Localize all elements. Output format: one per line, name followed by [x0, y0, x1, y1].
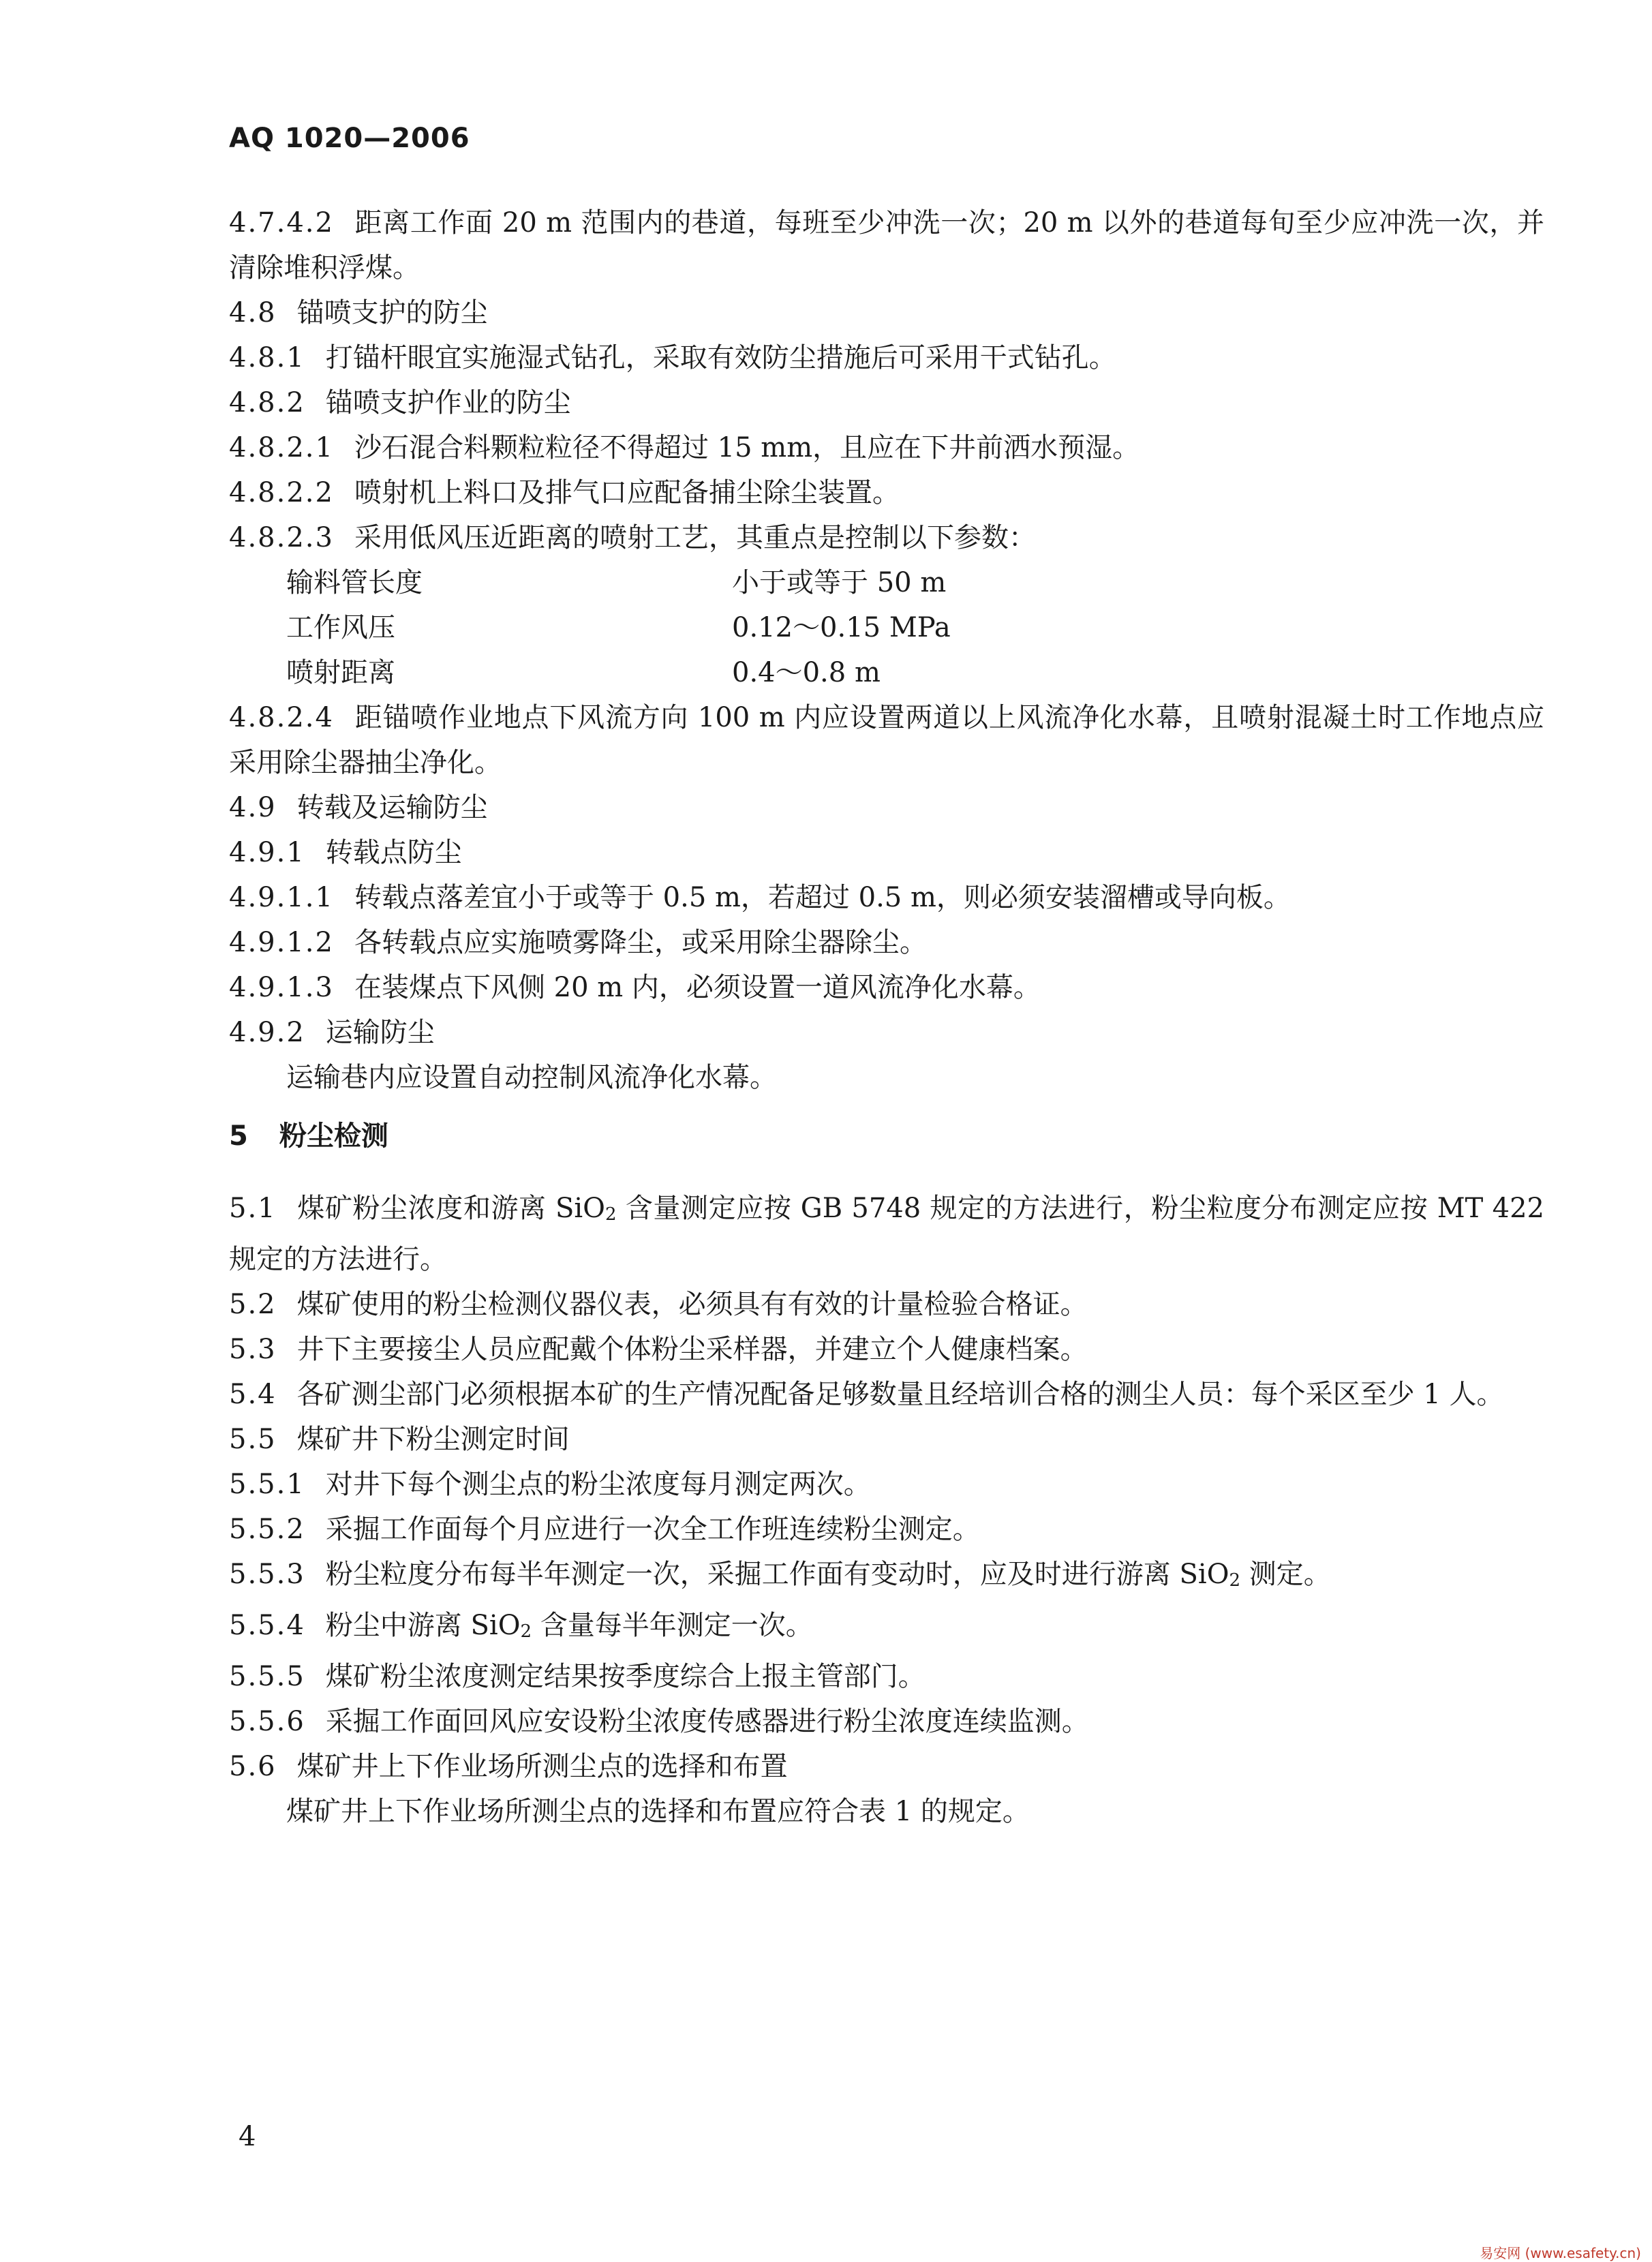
clause-number: 4.8.2.4 [229, 702, 334, 733]
clause-number: 4.7.4.2 [229, 207, 334, 239]
clause-text: 转载及运输防尘 [296, 792, 488, 823]
clause-text: 采掘工作面回风应安设粉尘浓度传感器进行粉尘浓度连续监测。 [325, 1706, 1089, 1737]
page-number: 4 [239, 2121, 256, 2152]
clause-number: 5.4 [229, 1379, 277, 1410]
clause-text: 距离工作面 20 m 范围内的巷道，每班至少冲洗一次；20 m 以外的巷道每旬至少应冲洗一次，并清除堆积浮煤。 [229, 207, 1544, 284]
clause-text: 煤矿粉尘浓度和游离 SiO [296, 1193, 605, 1224]
paragraph: 煤矿井上下作业场所测尘点的选择和布置应符合表 1 的规定。 [286, 1796, 1030, 1827]
clause-number: 4.8.2.2 [229, 477, 334, 508]
clause-text: 转载点防尘 [325, 837, 462, 868]
clause-text: 粉尘粒度分布每半年测定一次，采掘工作面有变动时，应及时进行游离 SiO [325, 1559, 1229, 1590]
clause-number: 4.8.2.3 [229, 522, 334, 553]
param-row [229, 560, 1544, 605]
clause [229, 470, 1544, 515]
clause-number: 4.8.2 [229, 387, 305, 418]
param-name: 喷射距离 [286, 657, 395, 688]
clause-number: 5.2 [229, 1289, 277, 1320]
clause-number: 5.5.2 [229, 1514, 305, 1545]
param-row [229, 650, 1544, 695]
clause-text: 锚喷支护的防尘 [296, 297, 488, 328]
clause-number: 4.9.1 [229, 837, 305, 868]
param-row [229, 605, 1544, 650]
clause [229, 830, 1544, 875]
param-name: 输料管长度 [286, 567, 423, 598]
clause [229, 1417, 1544, 1462]
clause-text: 煤矿使用的粉尘检测仪器仪表，必须具有有效的计量检验合格证。 [296, 1289, 1088, 1320]
subscript: 2 [520, 1621, 532, 1642]
clause-text: 各转载点应实施喷雾降尘，或采用除尘器除尘。 [354, 927, 927, 958]
clause-number: 4.8 [229, 297, 277, 328]
clause [229, 920, 1544, 965]
clause-number: 5.5.5 [229, 1661, 305, 1692]
clause-number: 5.5 [229, 1424, 277, 1455]
clause-number: 5.5.1 [229, 1469, 305, 1500]
paragraph: 运输巷内应设置自动控制风流净化水幕。 [286, 1062, 777, 1093]
clause [229, 1507, 1544, 1552]
clause-text: 运输防尘 [325, 1017, 435, 1048]
subscript: 2 [605, 1204, 617, 1225]
clause-number: 5.5.4 [229, 1610, 305, 1641]
clause-number: 4.8.1 [229, 342, 305, 373]
clause-text: 采掘工作面每个月应进行一次全工作班连续粉尘测定。 [325, 1514, 980, 1545]
clause-text: 粉尘中游离 SiO [325, 1610, 521, 1641]
clause-text: 喷射机上料口及排气口应配备捕尘除尘装置。 [354, 477, 900, 508]
clause-text: 各矿测尘部门必须根据本矿的生产情况配备足够数量且经培训合格的测尘人员：每个采区至少 1 人。 [296, 1379, 1504, 1410]
clause-number: 5.1 [229, 1193, 277, 1224]
clause [229, 1282, 1544, 1327]
clause-text: 煤矿井上下作业场所测尘点的选择和布置 [296, 1751, 788, 1782]
clause-text: 含量测定应按 GB 5748 规定的方法进行，粉尘粒度分布测定应按 MT 422 规定的方法进行。 [229, 1193, 1545, 1275]
clause [229, 290, 1544, 335]
clause [229, 1186, 1544, 1282]
document-code: AQ 1020—2006 [229, 123, 470, 154]
clause [229, 1372, 1544, 1417]
clause-number: 5.6 [229, 1751, 277, 1782]
clause-text: 沙石混合料颗粒粒径不得超过 15 mm，且应在下井前洒水预湿。 [354, 432, 1140, 463]
clause [229, 1603, 1544, 1654]
clause [229, 695, 1544, 785]
clause [229, 1010, 1544, 1055]
clause-number: 4.9.1.3 [229, 972, 334, 1003]
clause [229, 335, 1544, 380]
clause-number: 5.3 [229, 1334, 277, 1365]
param-name: 工作风压 [286, 612, 395, 643]
clause [229, 515, 1544, 560]
section-heading [229, 1114, 1544, 1159]
clause [229, 425, 1544, 470]
clause [229, 1327, 1544, 1372]
subscript: 2 [1229, 1570, 1241, 1591]
clause-text: 井下主要接尘人员应配戴个体粉尘采样器，并建立个人健康档案。 [296, 1334, 1088, 1365]
clause [229, 380, 1544, 425]
clause [229, 965, 1544, 1010]
clause-number: 4.9.1.1 [229, 882, 334, 913]
section-number: 5 [229, 1120, 249, 1152]
clause-text: 距锚喷作业地点下风流方向 100 m 内应设置两道以上风流净化水幕，且喷射混凝土时工作地点应采用除尘器抽尘净化。 [229, 702, 1544, 778]
clause-text: 煤矿粉尘浓度测定结果按季度综合上报主管部门。 [325, 1661, 926, 1692]
clause [229, 1552, 1544, 1603]
clause [229, 1654, 1544, 1699]
clause-text: 转载点落差宜小于或等于 0.5 m，若超过 0.5 m，则必须安装溜槽或导向板。 [354, 882, 1291, 913]
document-body [229, 200, 1544, 1834]
clause-text: 打锚杆眼宜实施湿式钻孔，采取有效防尘措施后可采用干式钻孔。 [325, 342, 1116, 373]
clause-number: 5.5.3 [229, 1559, 305, 1590]
clause-number: 4.9 [229, 792, 277, 823]
clause [229, 1744, 1544, 1789]
clause-text: 在装煤点下风侧 20 m 内，必须设置一道风流净化水幕。 [354, 972, 1041, 1003]
clause-number: 4.9.1.2 [229, 927, 334, 958]
clause-text: 采用低风压近距离的喷射工艺，其重点是控制以下参数： [354, 522, 1036, 553]
clause [229, 200, 1544, 290]
clause-text: 对井下每个测尘点的粉尘浓度每月测定两次。 [325, 1469, 871, 1500]
watermark: 易安网 (www.esafety.cn) [1480, 2245, 1641, 2261]
clause [229, 785, 1544, 830]
param-value: 0.4～0.8 m [732, 657, 881, 688]
clause-text: 含量每半年测定一次。 [532, 1610, 813, 1641]
clause-number: 4.9.2 [229, 1017, 305, 1048]
clause [229, 1699, 1544, 1744]
param-value: 0.12～0.15 MPa [732, 612, 951, 643]
param-value: 小于或等于 50 m [732, 567, 947, 598]
clause-text: 煤矿井下粉尘测定时间 [296, 1424, 570, 1455]
clause-number: 5.5.6 [229, 1706, 305, 1737]
section-title: 粉尘检测 [279, 1120, 388, 1152]
clause-text: 锚喷支护作业的防尘 [325, 387, 571, 418]
clause [229, 875, 1544, 920]
clause-number: 4.8.2.1 [229, 432, 334, 463]
clause-text: 测定。 [1240, 1559, 1331, 1590]
clause [229, 1462, 1544, 1507]
